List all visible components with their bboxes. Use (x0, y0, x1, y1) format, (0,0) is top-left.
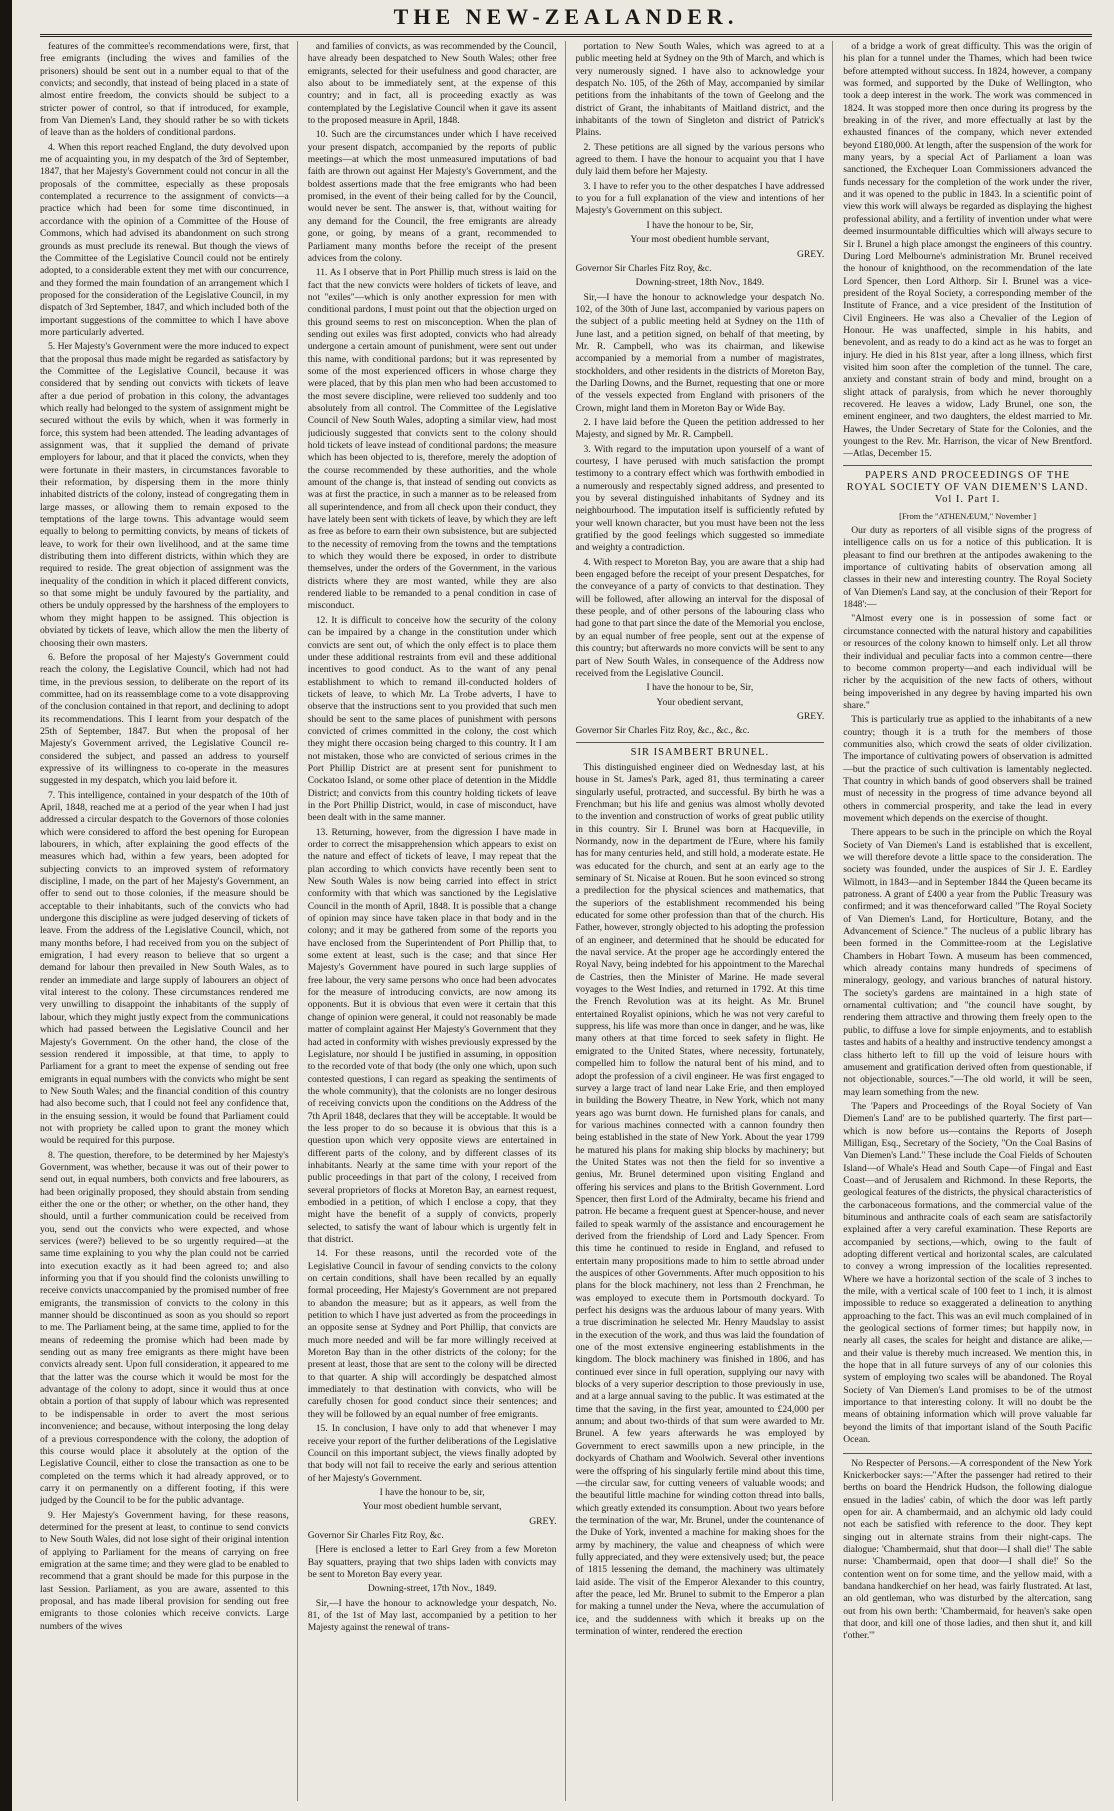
paragraph: 13. Returning, however, from the digression I have made in order to correct the misapprehension which appears to exist on the nature and effect of tickets of leave, I may repeat that the plan according to which convicts have recently been sent to New South Wales is now being carried into effect in strict conformity with that which was sanctioned by the Legislative Council in the month of April, 1848. It is possible that a change of opinion may since have taken place in that body and in the colony; and it may be gathered from some of the reports you have enclosed from the Superintendent of Port Phillip that, to some extent at least, such is the case; and that since Her Majesty's Government have poured in such large supplies of free labour, the very same persons who once had been advocates for the measure of introducing convicts, are now among its opponents. But it is obvious that even were it certain that this change of opinion were general, it could not reasonably be made matter of complaint against Her Majesty's Government that they had acted in conformity with wishes previously expressed by the Legislature, nor should I be justified in assuming, in opposition to the recorded vote of that body (the only one which, upon such contested questions, I can regard as speaking the sentiments of the whole community), that the colonists are no longer desirous of receiving convicts upon the conditions on the Address of the 7th April 1848, declares that they will be acceptable. It would be the less proper to do so because it is obvious that this is a question upon which very opposite views are entertained in different parts of the colony, and by different classes of its inhabitants. Nearly at the same time with your report of the public proceedings in that part of the colony, I received from several proprietors of flocks at Moreton Bay, an earnest request, embodied in a petition, of which I enclose a copy, that they might have the benefit of a supply of convicts, properly selected, to satisfy the want of labour which is urgently felt in that district. (307, 826, 557, 1245)
paragraph: Sir,—I have the honour to acknowledge your despatch No. 102, of the 30th of June last, accompanied by various papers on the subject of a public meeting held at Sydney on the 11th of June last, and a petition signed, on behalf of that meeting, by Mr. R. Campbell, who was its chairman, and likewise accompanied by a memorial from a number of magistrates, stockholders, and other residents in the districts of Moreton Bay, the Darling Downs, and the Burnet, requesting that one or more of the vessels expected from England with prisoners of the Crown, might land them in Moreton Bay or Wide Bay. (575, 291, 825, 414)
paragraph: features of the committee's recommendations were, first, that free emigrants (including the wives and families of the prisoners) should be sent out in a number equal to that of the convicts; and secondly, that instead of being placed in a state of almost entire freedom, the convicts should be subject to a stricter power of control, so that if introduced, for example, from Van Diemen's Land, they should rather be so with tickets of leave than as the holders of conditional pardons. (40, 41, 289, 139)
article-columns (40, 41, 1092, 1801)
paragraph: 3. With regard to the imputation upon yourself of a want of courtesy, I have perused with much satisfaction the prompt testimony to a contrary effect which was forthwith embodied in a numerously and respectably signed address, and presented to you by several distinguished inhabitants of Sydney and its neighbourhood. The imputation itself is sufficiently refuted by your well known character, but you must have been not the less gratified by the good feelings which suggested so immediate and weighty a contradiction. (575, 443, 825, 554)
paragraph: There appears to be such in the principle on which the Royal Society of Van Diemen's Land is established that is excellent, we will therefore devote a little space to the consideration. The society was founded, under the auspices of Sir J. E. Eardley Wilmott, in 1843—and in September 1844 the Queen became its patroness. A grant of £400 a year from the Public Treasury was confirmed; and it was thenceforward called "The Royal Society of Van Diemen's Land, for Horticulture, Botany, and the Advancement of Science." The nucleus of a public library has been formed in the Committee-room at the Legislative Chambers in Hobart Town. A museum has been commenced, which already contains many hundreds of specimens of mineralogy, geology, and various branches of natural history. The society's gardens are maintained in a high state of ornamental cultivation; and "the council have sought, by rendering them attractive and throwing them freely open to the public, to diffuse a love for simple enjoyments, and to establish tastes and habits of a healthy and instructive tendency amongst a class hitherto left to fill up the void of leisure hours with amusement and gratification derived often from questionable, if not objectionable, sources."—The old world, it will be seen, may learn something from the new. (843, 827, 1092, 1098)
addressee: Governor Sir Charles Fitz Roy, &c. (575, 262, 712, 274)
column-1 (40, 41, 298, 1801)
paragraph: This distinguished engineer died on Wednesday last, at his house in St. James's Park, aged 81, thus terminating a career singularly useful, protracted, and successful. By birth he was a Frenchman; but his life and genius was almost wholly devoted to the invention and construction of works of great public utility in this country. Sir I. Brunel was born at Hacqueville, in Normandy, now in the department de l'Eure, where his family has for many centuries held, and still hold, a moderate estate. He was educated for the church, and sent at an early age to the seminary of St. Nicaise at Rouen. But he soon evinced so strong a predilection for the physical sciences and mathematics, that the superiors of the establishment recommended his being educated for some other profession than that of the church. His Father, however, strongly objected to his adopting the profession of an engineer, and determined that he should be educated for the naval service. At the proper age he accordingly entered the Royal Navy, being indebted for his appointment to the Marechal de Castries, then the Minister of Marine. He made several voyages to the West Indies, and returned in 1792. At this time the French Revolution was at its height. As Mr. Brunel entertained Royalist opinions, which he was not very careful to suppress, his life was more than once in danger, and he was, like many others at that time forced to seek safety in flight. He emigrated to the United States, where necessity, fortunately, compelled him to follow the natural bent of his mind, and to adopt the profession of a civil engineer. He was first engaged to survey a large tract of land near Lake Erie, and then employed in building the Bowery Theatre, in New York, which not many years ago was burnt down. He furnished plans for canals, and for various machines connected with a cannon foundry then being established in the state of New York. About the year 1799 he matured his plans for making ship blocks by machinery; but the United States was not then the field for so inventive a genius, Mr. Brunel determined upon visiting England and offering his services and plans to the British Government. Lord Spencer, then first Lord of the Admiralty, became his friend and patron. He became a frequent guest at Spencer-house, and never failed to speak warmly of the assistance and encouragement he derived from the friendship of Lord and Lady Spencer. From this time he continued to reside in England, and refused to entertain many propositions made to him to settle abroad under the auspices of other Governments. After much opposition to his plans for the block machinery, not less than 2 Frenchman, he was employed to execute them in Portsmouth dockyard. To perfect his designs was the arduous labour of many years. With a true discrimination he selected Mr. Henry Maudslay to assist in the execution of the work, and thus was laid the foundation of one of the most extensive engineering establishments in the kingdom. The block machinery was finished in 1806, and has continued ever since in full operation, supplying our navy with blocks of a very superior description to those previously in use, and at a large annual saving to the public. It was estimated at the time that the saving, in the first year, amounted to £24,000 per annum; and about two-thirds of that sum were awarded to Mr. Brunel. A few years afterwards he was employed by Government to erect sawmills upon a new principle, in the dockyards of Chatham and Woolwich. Several other inventions were the offspring of his singularly fertile mind about this time,—the circular saw, for cutting veneers of valuable woods; and the beautiful little machine for winding cotton thread into balls, which greatly extended its consumption. About two years before the termination of the war, Mr. Brunel, under the countenance of the Duke of York, invented a machine for making shoes for the army by machinery, the value and cheapness of which were fully appreciated, and they were extensively used; but, the peace of 1815 lessening the demand, the machinery was ultimately laid aside. The visit of the Emperor Alexander to this country, after the peace, led Mr. Brunel to submit to the Emperor a plan for making a tunnel under the Neva, where the accumulation of ice, and the suddenness with which it breaks up on the termination of winter, rendered the erection (575, 761, 825, 1637)
closing-line: Your most obedient humble servant, (630, 234, 770, 246)
paragraph: This is particularly true as applied to the inhabitants of a new country; though it is a truth for the members of those communities also, which crowd the seats of older civilization. The importance of cultivating powers of observation is admitted—but the practice of such cultivation is lamentably neglected. That country in which bands of good observers shall be trained must of necessity in the progress of time advance beyond all others in commercial prosperity, and take the lead in every movement which depends on the exercise of thought. (843, 714, 1092, 824)
article-heading: PAPERS AND PROCEEDINGS OF THE ROYAL SOCIETY OF VAN DIEMEN'S LAND. Vol I. Part I. (843, 465, 1092, 507)
paragraph: Sir,—I have the honour to acknowledge your despatch, No. 81, of the 1st of May last, accompanied by a petition to her Majesty against the renewal of trans- (307, 1597, 557, 1634)
paragraph: 8. The question, therefore, to be determined by her Majesty's Government, was whether, because it was out of their power to send out, in equal numbers, both convicts and free labourers, as had been originally proposed, they should abstain from sending either the one or the other; or whether, on the other hand, they should, until a further communication could be received from you, send out the convicts who were expected, and whose services (were?) believed to be so urgently required—at the same time explaining to you why the plan could not be carried into execution exactly as it had been agreed to; and also informing you that if you should find the colonists unwilling to receive convicts unaccompanied by the promised number of free emigrants, the transmission of convicts to the colony in this manner should be discontinued as soon as you should so report to me. The Parliament being, at the same time, applied to for the means of redeeming the promise which had been made by sending out as many free emigrants as there might have been convicts already sent. Upon full consideration, it appeared to me that the latter was the course which it would be most for the advantage of the colony to adopt, since it would thus at once obtain a portion of that supply of labour which was represented to be indispensable in order to avert the most serious inconvenience; and because, without interposing the long delay of a previous correspondence with the colony, the adoption of this course would place it absolutely at the option of the Legislative Council, either to close the transaction as one to be completed on the terms which it had already approved, or to carry it on permanently on a different footing, if this were judged by the Council to be for the public advantage. (40, 1149, 289, 1507)
closing-line: I have the honour to be, sir, (379, 1486, 485, 1498)
paragraph: 4. With respect to Moreton Bay, you are aware that a ship had been engaged before the receipt of your present Despatches, for the conveyance of a party of convicts to that destination. They will be followed, after allowing an interval for the disposal of these people, and of other persons of the labouring class who had gone to that part since the date of the Memorial you enclose, by an equal number of free people, sent out at the expense of this country; but afterwards no more convicts will be sent to any part of New South Wales, in consequence of the Address now received from the Legislative Council. (575, 556, 825, 679)
paragraph: portation to New South Wales, which was agreed to at a public meeting held at Sydney on the 9th of March, and which is very numerously signed. I have also to acknowledge your despatch No. 105, of the 26th of May, accompanied by similar petitions from the inhabitants of the town of Geelong and the district of Grant, the inhabitants of Maitland district, and the inhabitants of the town of Singleton and district of Patrick's Plains. (575, 41, 825, 139)
addressee: Governor Sir Charles Fitz Roy, &c., &c., &c. (575, 725, 750, 737)
addressee: Governor Sir Charles Fitz Roy, &c. (307, 1529, 444, 1541)
page-binding-edge (0, 0, 12, 1811)
signature: GREY. (529, 1515, 557, 1527)
paragraph: 2. These petitions are all signed by the various persons who agreed to them. I have the honour to acquaint you that I have duly laid them before her Majesty. (575, 141, 825, 178)
paragraph: 6. Before the proposal of her Majesty's Government could reach the colony, the Legislative Council, which had not had time, in the previous session, to deliberate on the report of its committee, had on its reassemblage come to a vote disapproving of the conclusion contained in that report, and declining to adopt its recommendations. This I learnt from your despatch of the 25th of September, 1847. But when the proposal of her Majesty's Government arrived, the Legislative Council re-considered the subject, and passed an address to yourself expressive of its willingness to co-operate in the measures suggested in my despatch, which you laid before it. (40, 651, 289, 787)
masthead: THE NEW-ZEALANDER. (40, 0, 1092, 37)
paragraph: 7. This intelligence, contained in your despatch of the 10th of April, 1848, reached me at a period of the year when I had just addressed a circular despatch to the Governors of those colonies which were considered to afford the best opening for European labourers, in which, after explaining the good effects of the measures which had, within a few years, been adopted for subjecting convicts to an improved system of reformatory discipline, I made, on the part of her Majesty's Government, an offer to send out to those colonies, if the measure should be acceptable to their inhabitants, such of the convicts who had undergone this discipline as were judged deserving of tickets of leave. From the address of the Legislative Council, which, not many months before, I had received from you on the subject of emigration, I had every reason to believe that so urgent a demand for labour then prevailed in New South Wales, as to render an immediate and large supply of labourers an object of vital interest to the colony. These circumstances rendered me very unwilling to disappoint the inhabitants of the supply of labour, which they might justly expect from the communications which had passed between the Legislative Council and her Majesty's Government. On the other hand, the close of the session rendered it impossible, at that time, to apply to Parliament for a grant to meet the expense of sending out free emigrants in equal numbers with the convicts who might be sent to New South Wales; and the financial condition of this country had also become such, that I could not feel any confidence that, in the ensuing session, it would be found that Parliament could not with propriety be called upon to grant the money which would be required for this purpose. (40, 789, 289, 1147)
paragraph: 14. For these reasons, until the recorded vote of the Legislative Council in favour of sending convicts to the colony on certain conditions, shall have been recalled by an equally formal proceeding, Her Majesty's Government are not prepared to abandon the measure; but as it appears, as well from the petition to which I have just adverted as from the proceedings in an opposite sense at Sydney and Port Phillip, that convicts are much more needed and will be far more willingly received at Moreton Bay than in the other districts of the colony; for the present at least, those that are sent to the colony will be directed to that quarter. A ship will accordingly be despatched almost immediately to that destination with convicts, who will be carefully chosen for good conduct since their sentences; and they will be followed by an equal number of free emigrants. (307, 1248, 557, 1420)
paragraph: 3. I have to refer you to the other despatches I have addressed to you for a full explanation of the view and intentions of her Majesty's Government on this subject. (575, 180, 825, 217)
paragraph: 9. Her Majesty's Government having, for these reasons, determined for the present at least, to continue to send convicts to New South Wales, did not lose sight of their original intention of applying to Parliament for the means of carrying on free emigration at the same time; and they were glad to be enabled to recommend that a grant should be made for this purpose in the last Session. Parliament, as you are aware, assented to this proposal, and has made liberal provision for sending out free emigrants to those colonies which receive convicts. Large numbers of the wives (40, 1509, 289, 1632)
column-4 (843, 41, 1092, 1801)
paragraph: 11. As I observe that in Port Phillip much stress is laid on the fact that the new convicts were holders of tickets of leave, and not "exiles"—which is only another expression for men with conditional pardons, I must point out that the objection urged on this ground seems to rest on misconception. When the plan of sending out exiles was first adopted, convicts who had already undergone a certain amount of punishment, were sent out under this name, with conditional pardons; but it was represented by some of the most experienced officers in whose charge they were placed, that by this plan men who had been accustomed to the most severe discipline, were relieved too suddenly and too absolutely from all control. The Committee of the Legislative Council of New South Wales, adopting a similar view, had most judiciously suggested that convicts sent to the colony should hold tickets of leave instead of conditional pardons; the measure which has been objected to is, therefore, merely the adoption of the course recommended by these authorities, and the whole amount of the change is, that instead of sending out convicts as was at first the practice, in such a manner as to be released from all superintendence, and from all check upon their conduct, they have lately been sent with tickets of leave, by which they are left as free as before to earn their own subsistence, but are subjected to the necessity of removing from the towns and the temptations to which they would there be exposed, in order to distribute themselves, under the orders of the Government, in the various districts where they are most wanted, while they are also rendered liable to be remanded to a penal condition in case of misconduct. (307, 267, 557, 612)
signature: GREY. (796, 710, 825, 722)
article-heading: SIR ISAMBERT BRUNEL. (576, 742, 825, 759)
source-line: [From the "ATHENÆUM," November ] (899, 510, 1037, 521)
paragraph: 15. In conclusion, I have only to add that whenever I may receive your report of the further deliberations of the Legislative Council on this important subject, the views finally adopted by that body will not fail to receive the early and serious attention of her Majesty's Government. (307, 1423, 557, 1484)
closing-line: I have the honour to be, Sir, (646, 219, 754, 231)
signature: GREY. (796, 248, 825, 260)
column-2 (308, 41, 566, 1801)
paragraph: 5. Her Majesty's Government were the more induced to expect that the proposal thus made might be regarded as satisfactory by the Committee of the Legislative Council, because it was considered that by sending out convicts with tickets of leave after a due period of probation in this colony, the advantages which really had belonged to the system of assignment might be secured without the evils by which, when it was formerly in force, this system had been attended. The leading advantages of assignment was, that it supplied the demand of private employers for labour, and that it placed the convicts, when they were fortunate in their masters, in circumstances favorable to their reformation, by dispersing them in the more thinly inhabited districts of the colony, instead of congregating them in large masses, or allowing them to remain exposed to the temptations of the large towns. This advantage would seem equally to belong to permitting convicts, by means of tickets of leave, to work for their own livelihood, and at the same time distributing them into different districts, within which they are required to reside. The great objection of assignment was the inequality of the condition in which it placed different convicts, so that some might be unduly favoured by the partiality, and others be unduly oppressed by the harshness of the employers to whom they might happen to be assigned. This objection is obviated by tickets of leave, which allow the men the liberty of choosing their own masters. (40, 341, 289, 649)
dateline: Downing-street, 18th Nov., 1849. (635, 277, 765, 289)
divider (843, 1453, 1092, 1454)
paragraph: 4. When this report reached England, the duty devolved upon me of acquainting you, in my despatch of the 3rd of September, 1847, that her Majesty's Government could not concur in all the proposals of the committee, especially as these proposals contemplated a recurrence to the assignment of convicts—a practice which had been for some time discontinued, in accordance with the opinion of a Committee of the House of Commons, which had advised its abandonment on such strong grounds as must preclude its renewal. But though the views of the Committee of the Legislative Council could not be entirely adopted, to a considerable extent they met with our concurrence, and they formed the main foundation of an arrangement which I proposed for the consideration of the Legislative Council, in my dispatch of 3rd September, 1847, and which included both of the important suggestions of the committee to which I have above more particularly adverted. (40, 141, 289, 338)
closing-line: Your obedient servant, (656, 696, 744, 708)
closing-line: Your most obedient humble servant, (362, 1501, 502, 1513)
paragraph: of a bridge a work of great difficulty. This was the origin of his plan for a tunnel under the Thames, which had been twice before attempted without success. In 1824, however, a company was formed, and supported by the Duke of Wellington, who took a deep interest in the work. The work was commenced in 1824. It was stopped more then once during its progress by the breaking in of the river, and more effectually at last by the exhausted finances of the company, which never extended beyond £180,000. At length, after the suspension of the work for many years, by a special Act of Parliament a loan was sanctioned, the Exchequer Loan Commissioners advanced the funds necessary for the completion of the work under the river, and it was opened to the public in 1843. In a scientific point of view this work will always be regarded as displaying the highest professional ability, and a fertility of invention under what were deemed insurmountable difficulties which will always secure to Sir I. Brunel a high place amongst the engineers of this country. During Lord Melbourne's administration Mr. Brunel received the honour of knighthood, on the recommendation of the late Lord Spencer, then Lord Althorp. Sir I. Brunel was a vice-president of the Royal Society, a corresponding member of the Institute of France, and a vice president of the Institution of Civil Engineers. He was also a Chevalier of the Legion of Honour. He was unaffected, simple in his habits, and benevolent, and as ready to do a kind act as he was to forget an injury. He died in his 81st year, after a long illness, which first visited him soon after the completion of the tunnel. The care, anxiety and constant strain of body and mind, brought on a slight attack of paralysis, from which he never thoroughly recovered. He leaves a widow, Lady Brunel, one son, the eminent engineer, and two daughters, the eldest married to Mr. Hawes, the Under Secretary of State for the Colonies, and the youngest to the Rev. Mr. Harrison, the vicar of New Brentford.—Atlas, December 15. (843, 41, 1092, 460)
closing-line: I have the honour to be, Sir, (646, 682, 754, 694)
paragraph: No Respecter of Persons.—A correspondent of the New York Knickerbocker says:—"After the passenger had retired to their berths on board the Hendrick Hudson, the following dialogue ensued in the ladies' cabin, of which the door was left partly open for air. A chambermaid, and an alchymic old lady could not each be satisfied with reference to the door. They kept singing out in alternate strains from their night-caps. The dialogue: 'Chambermaid, shut that door—I shall die!' The sable nurse: 'Chambermaid, open that door—I shall die!' So the contention went on for some time, and the yellow maid, with a bandana handkerchief on her head, was fairly flustrated. At last, an old gentleman, who was disturbed by the altercation, sang out from his own berth: 'Chambermaid, for heaven's sake open that door, and kill one of those ladies, and then shut it, and kill t'other.'" (843, 1457, 1092, 1642)
editorial-note: [Here is enclosed a letter to Earl Grey from a few Moreton Bay squatters, praying that two ships laden with convicts may be sent to Moreton Bay every year. (307, 1544, 557, 1580)
paragraph: "Almost every one is in possession of some fact or circumstance connected with the natural history and capabilities or resources of the colony known to himself only. Let all throw their individual and peculiar facts into a common centre—there to become common property—and each individual will be richer by the acquisition of the new facts of others, without being impoverished in any degree by having imparted his own share." (843, 613, 1092, 711)
paragraph: The 'Papers and Proceedings of the Royal Society of Van Diemen's Land' are to be published quarterly. The first part—which is now before us—contains the Reports of Joseph Milligan, Esq., Secretary of the Society, "On the Coal Basins of Van Diemen's Land." These include the Coal Fields of Schouten Island—of Whale's Head and South Cape—of Fingal and East Coast—and of Jerusalem and Richmond. In these Reports, the geological features of the districts, the physical characteristics of the carbonaceous formations, and the commercial value of the bituminous and anthracite coals of each seam are satisfactorily explained after a very careful examination. These Reports are accompanied by sections,—which, owing to the fault of adopting different vertical and horizontal scales, are calculated to convey a wrong impression of the localities represented. Where we have a horizontal section of the scale of 3 inches to the mile, with a vertical scale of 100 feet to 1 inch, it is almost impossible to reduce so exaggerated a delineation to anything approaching to the fact. This was an evil much complained of in the geological sections of former times; but happily now, in nearly all cases, the scales for height and distance are alike,—and their value is thereby much increased. We mention this, in the hope that in all future surveys of any of our colonies this system of employing two scales will be abandoned. The Royal Society of Van Diemen's Land promises to be of the utmost importance to that interesting colony. It will no doubt be the means of obtaining information which will prove valuable far beyond the limits of that important island of the South Pacific Ocean. (843, 1100, 1092, 1446)
paragraph: 12. It is difficult to conceive how the security of the colony can be impaired by a change in the constitution under which convicts are sent out, of which the only effect is to place them under these additional restraints from evil and these additional incentives to good conduct. As to the want of any penal establishment to which to remand ill-conducted holders of tickets of leave, to which Mr. La Trobe adverts, I have to observe that the instructions sent to you provided that such men should be sent to the same places of punishment with persons convicted of crimes committed in the colony, the cost which they might there occasion being charged to this country. It I am not mistaken, those who are convicted of serious crimes in the Port Phillip District are at present sent for punishment to Cockatoo Island, or some other place of detention in the Middle District; and convicts from this country holding tickets of leave in the Port Phillip District, would, in case of misconduct, have been dealt with in the same manner. (307, 614, 557, 824)
column-3 (576, 41, 834, 1801)
paragraph: and families of convicts, as was recommended by the Council, have already been despatched to New South Wales; other free emigrants, selected for their usefulness and good character, are also about to be immediately sent, at the expense of this country; and in fact, all is proceeding exactly as was contemplated by the Legislative Council when it gave its assent to the proposed measure in April, 1848. (307, 41, 557, 127)
paragraph: 2. I have laid before the Queen the petition addressed to her Majesty, and signed by Mr. R. Campbell. (575, 416, 825, 441)
paragraph: 10. Such are the circumstances under which I have received your present dispatch, accompanied by the reports of public meetings—at which the most unmeasured imputations of bad faith are thrown out against Her Majesty's Government, and the boldest assertions made that the free emigrants who had been promised, in the event of their being called for by the Council, would never be sent. The answer is, that, without waiting for any demand for the Council, the free emigrants are already gone, or going, by means of a grant, recommended to Parliament many months before the receipt of the present advices from the colony. (307, 129, 557, 264)
paragraph: Our duty as reporters of all visible signs of the progress of intelligence calls on us for a notice of this publication. It is pleasant to find our brethren at the antipodes awakening to the importance of cultivating habits of observation among all classes in their new and interesting country. The Royal Society of Van Diemen's Land say, at the conclusion of their 'Report for 1848':— (843, 525, 1092, 611)
dateline: Downing-street, 17th Nov., 1849. (367, 1583, 497, 1595)
